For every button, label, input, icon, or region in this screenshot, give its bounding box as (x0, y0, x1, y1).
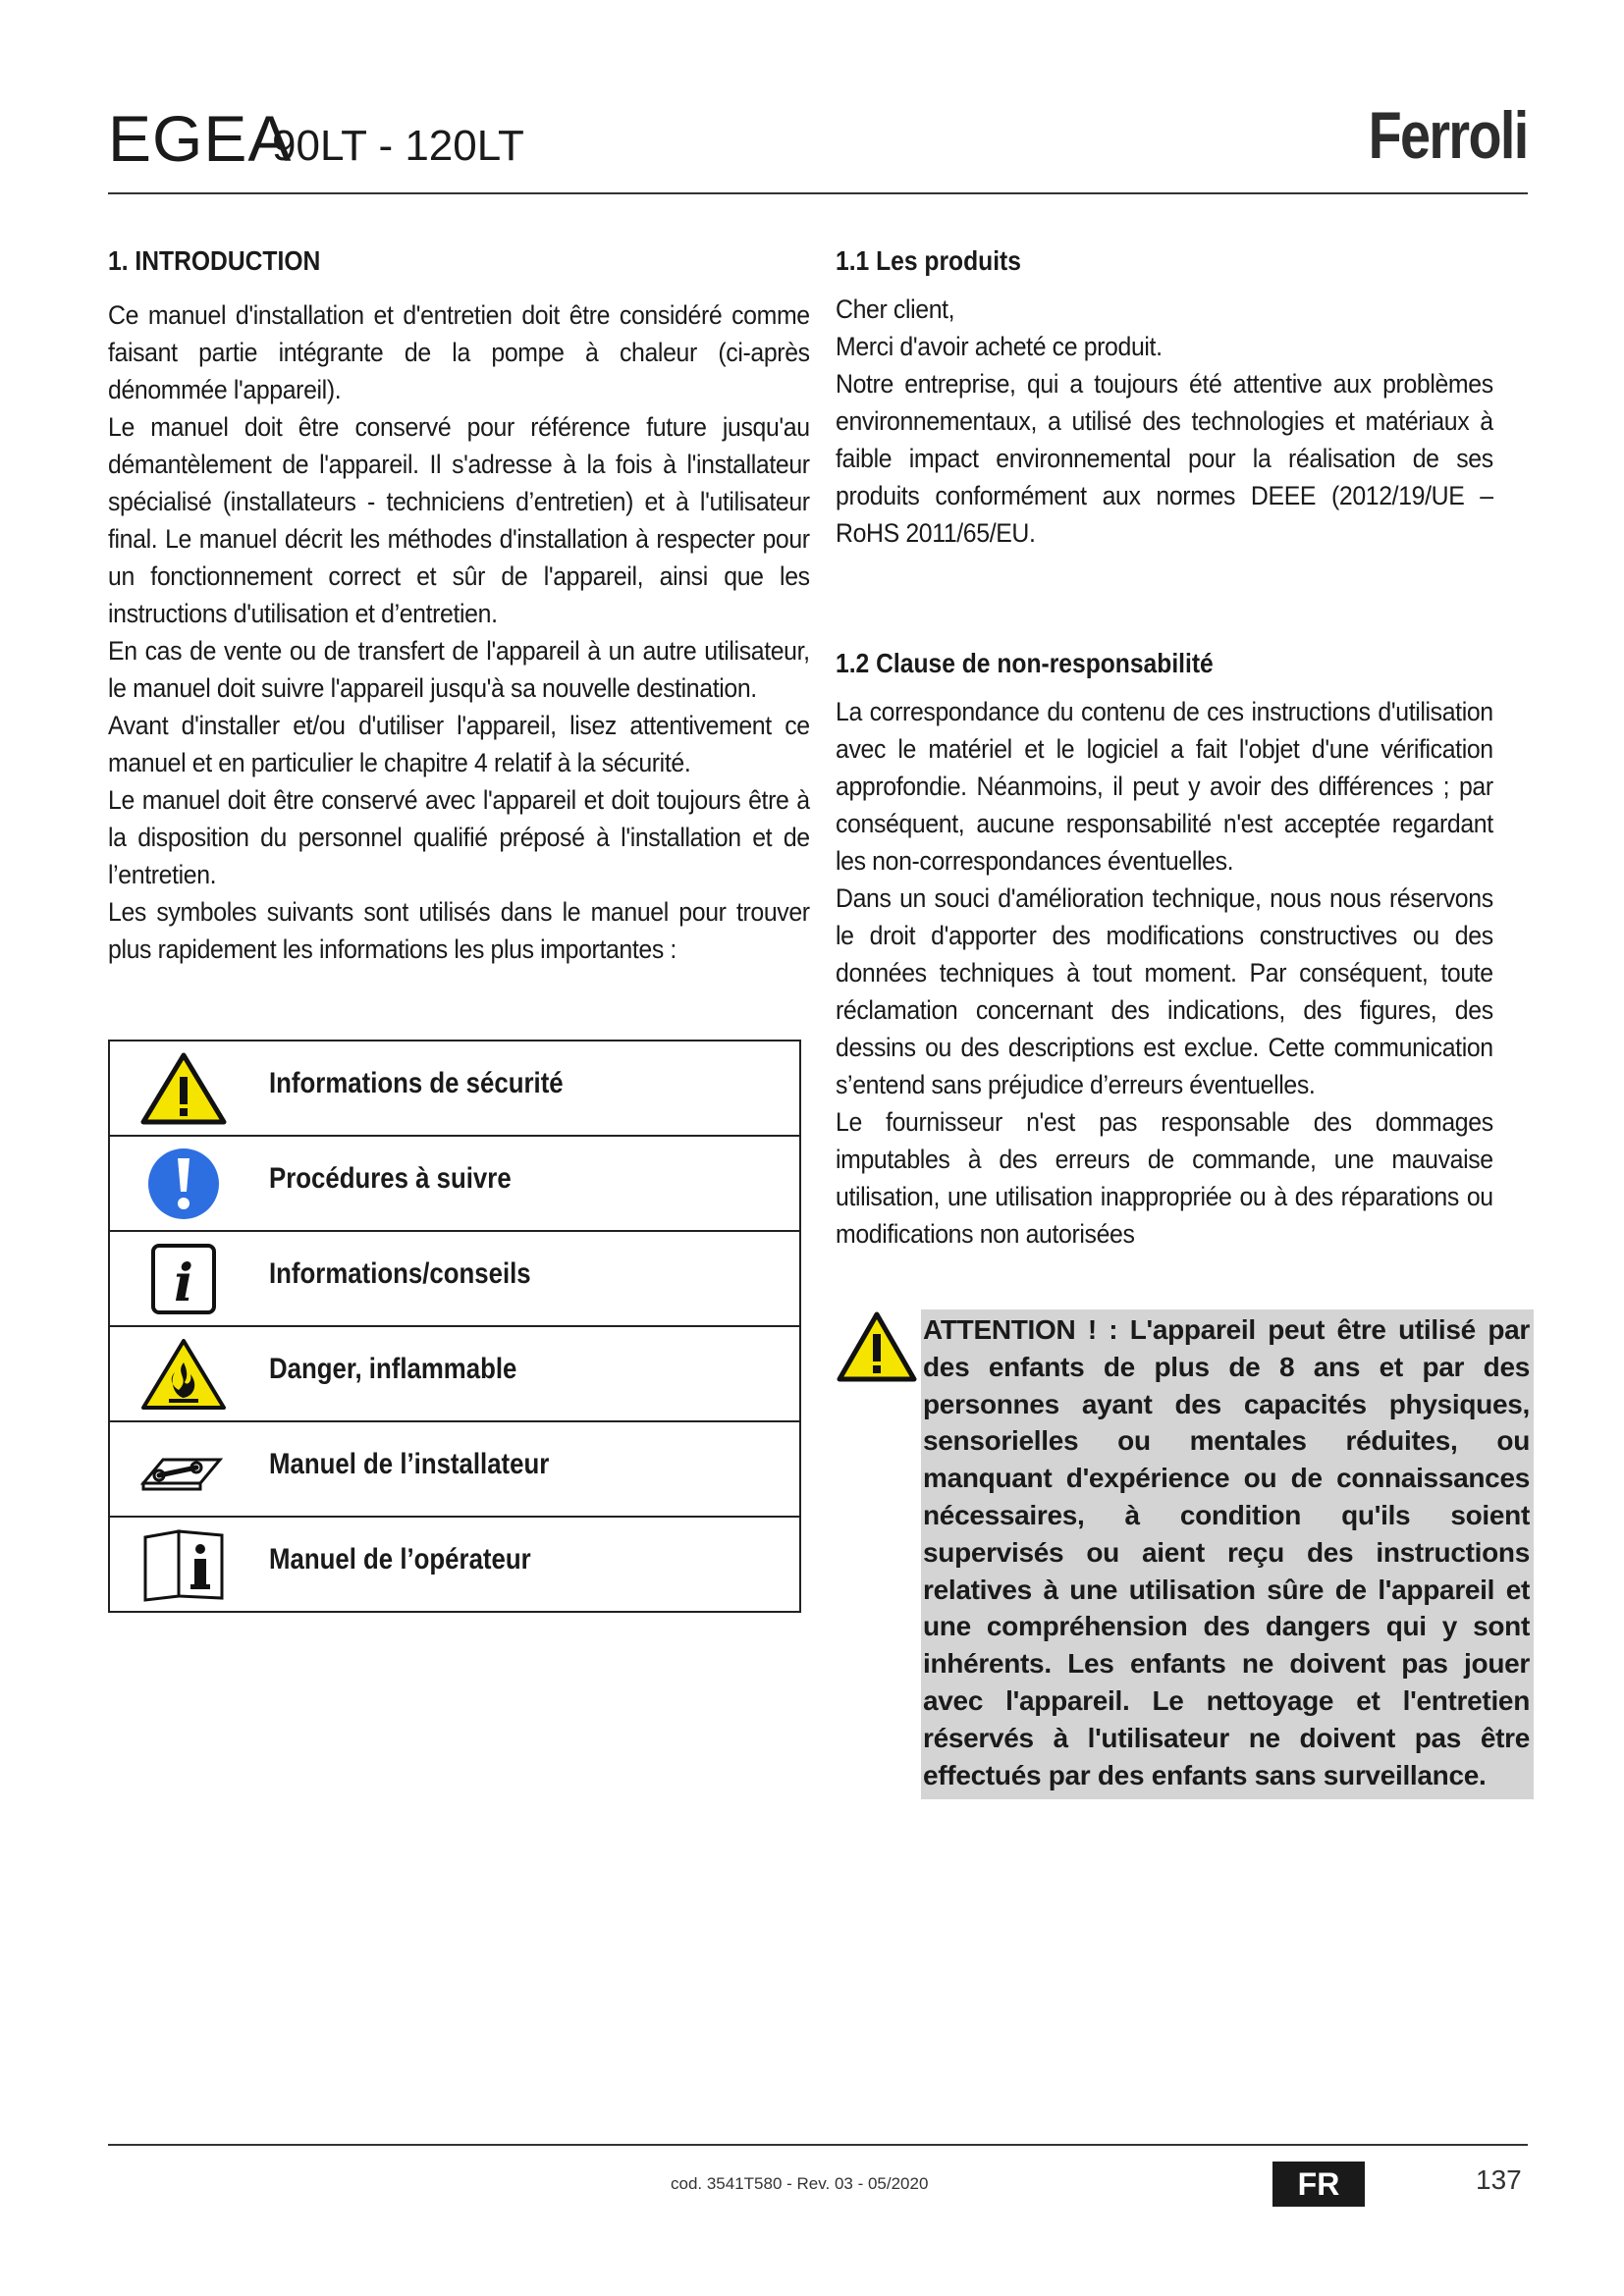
products-heading: 1.1 Les produits (836, 245, 1021, 276)
products-paragraph: Cher client, (836, 294, 955, 324)
info-box-icon (139, 1242, 228, 1316)
warning-triangle-icon (139, 1051, 228, 1126)
symbol-row (110, 1137, 799, 1232)
symbol-row (110, 1422, 799, 1518)
attention-warning-icon (836, 1310, 918, 1383)
symbol-label: Procédures à suivre (269, 1162, 512, 1195)
symbol-label: Informations de sécurité (269, 1067, 564, 1099)
symbol-label: Manuel de l’opérateur (269, 1543, 531, 1575)
intro-paragraph: Le manuel doit être conservé pour référence future jusqu'au démantèlement de l'appareil. Il s'adresse à la fois à l'installateur spécialisé (installateurs - techniciens d’entretien) et à l'utilisateur final. Le manuel décrit les méthodes d'installation à respecter pour un fonctionnement correct et sûr de l'appareil, ainsi que les instructions d'utilisation et d’entretien. (108, 412, 810, 628)
symbol-row (110, 1041, 799, 1137)
operator-manual-icon (139, 1527, 228, 1602)
page-header (108, 98, 1528, 194)
attention-text: ATTENTION ! : L'appareil peut être utilisé par des enfants de plus de 8 ans et par des personnes ayant des capacités physiques, sensorielles ou mentales réduites, ou manquant d'expérience ou de connaissances nécessaires, à condition qu'ils soient supervisés ou aient reçu des instructions relatives à une utilisation sûre de l'appareil et une compréhension des dangers qui y sont inhérents. Les enfants ne doivent pas jouer avec l'appareil. Le nettoyage et l'entretien réservés à l'utilisateur ne doivent pas être effectués par des enfants sans surveillance. (923, 1314, 1530, 1790)
intro-paragraph: Le manuel doit être conservé avec l'appareil et doit toujours être à la disposition du personnel qualifié préposé à l'installation et de l’entretien. (108, 785, 810, 889)
symbol-label: Danger, inflammable (269, 1353, 517, 1385)
disclaimer-paragraph: Le fournisseur n'est pas responsable des dommages imputables à des erreurs de commande, une mauvaise utilisation, une utilisation inappropriée ou à des réparations ou modifications non autorisées (836, 1107, 1493, 1249)
symbol-row (110, 1327, 799, 1422)
disclaimer-paragraph: Dans un souci d'amélioration technique, nous nous réservons le droit d'apporter des modifications constructives ou des données techniques à tout moment. Par conséquent, toute réclamation concernant des indications, des figures, des dessins ou des descriptions est exclue. Cette communication s’entend sans préjudice d’erreurs éventuelles. (836, 883, 1493, 1099)
disclaimer-paragraph: La correspondance du contenu de ces instructions d'utilisation avec le matériel et le logiciel a fait l'objet d'une vérification approfondie. Néanmoins, il peut y avoir des différences ; par conséquent, aucune responsabilité n'est acceptée regardant les non-correspondances éventuelles. (836, 697, 1493, 876)
symbol-label: Manuel de l’installateur (269, 1448, 550, 1480)
document-code: cod. 3541T580 - Rev. 03 - 05/2020 (671, 2174, 929, 2193)
brand-logo: Ferroli (1368, 98, 1528, 173)
exclamation-circle-icon (139, 1147, 228, 1221)
header-divider (108, 192, 1528, 194)
disclaimer-heading: 1.2 Clause de non-responsabilité (836, 648, 1214, 678)
product-models: 90LT - 120LT (272, 122, 524, 170)
language-badge: FR (1272, 2162, 1365, 2207)
intro-heading: 1. INTRODUCTION (108, 245, 321, 276)
products-paragraph: Merci d'avoir acheté ce produit. (836, 332, 1163, 361)
product-title: EGEA (108, 102, 293, 175)
intro-paragraph: En cas de vente ou de transfert de l'appareil à un autre utilisateur, le manuel doit suivre l'appareil jusqu'à sa nouvelle destination. (108, 636, 810, 703)
symbol-row (110, 1232, 799, 1327)
symbol-label: Informations/conseils (269, 1257, 531, 1290)
flammable-icon (139, 1337, 228, 1412)
symbols-table (108, 1040, 801, 1613)
attention-notice (921, 1309, 1534, 1799)
intro-section (108, 245, 811, 968)
svg-text:i: i (174, 1254, 193, 1313)
products-paragraph: Notre entreprise, qui a toujours été attentive aux problèmes environnementaux, a utilisé des technologies et matériaux à faible impact environnemental pour la réalisation de ses produits conformément aux normes DEEE (2012/19/UE – RoHS 2011/65/EU. (836, 369, 1493, 548)
intro-paragraph: Les symboles suivants sont utilisés dans le manuel pour trouver plus rapidement les informations les plus importantes : (108, 897, 810, 964)
page-number: 137 (1476, 2164, 1522, 2195)
footer-divider (108, 2144, 1528, 2146)
intro-paragraph: Ce manuel d'installation et d'entretien doit être considéré comme faisant partie intégrante de la pompe à chaleur (ci-après dénommée l'appareil). (108, 300, 810, 404)
intro-paragraph: Avant d'installer et/ou d'utiliser l'appareil, lisez attentivement ce manuel et en particulier le chapitre 4 relatif à la sécurité. (108, 711, 810, 777)
installer-manual-icon (139, 1432, 228, 1507)
products-section (836, 245, 1550, 1253)
symbol-row (110, 1518, 799, 1611)
